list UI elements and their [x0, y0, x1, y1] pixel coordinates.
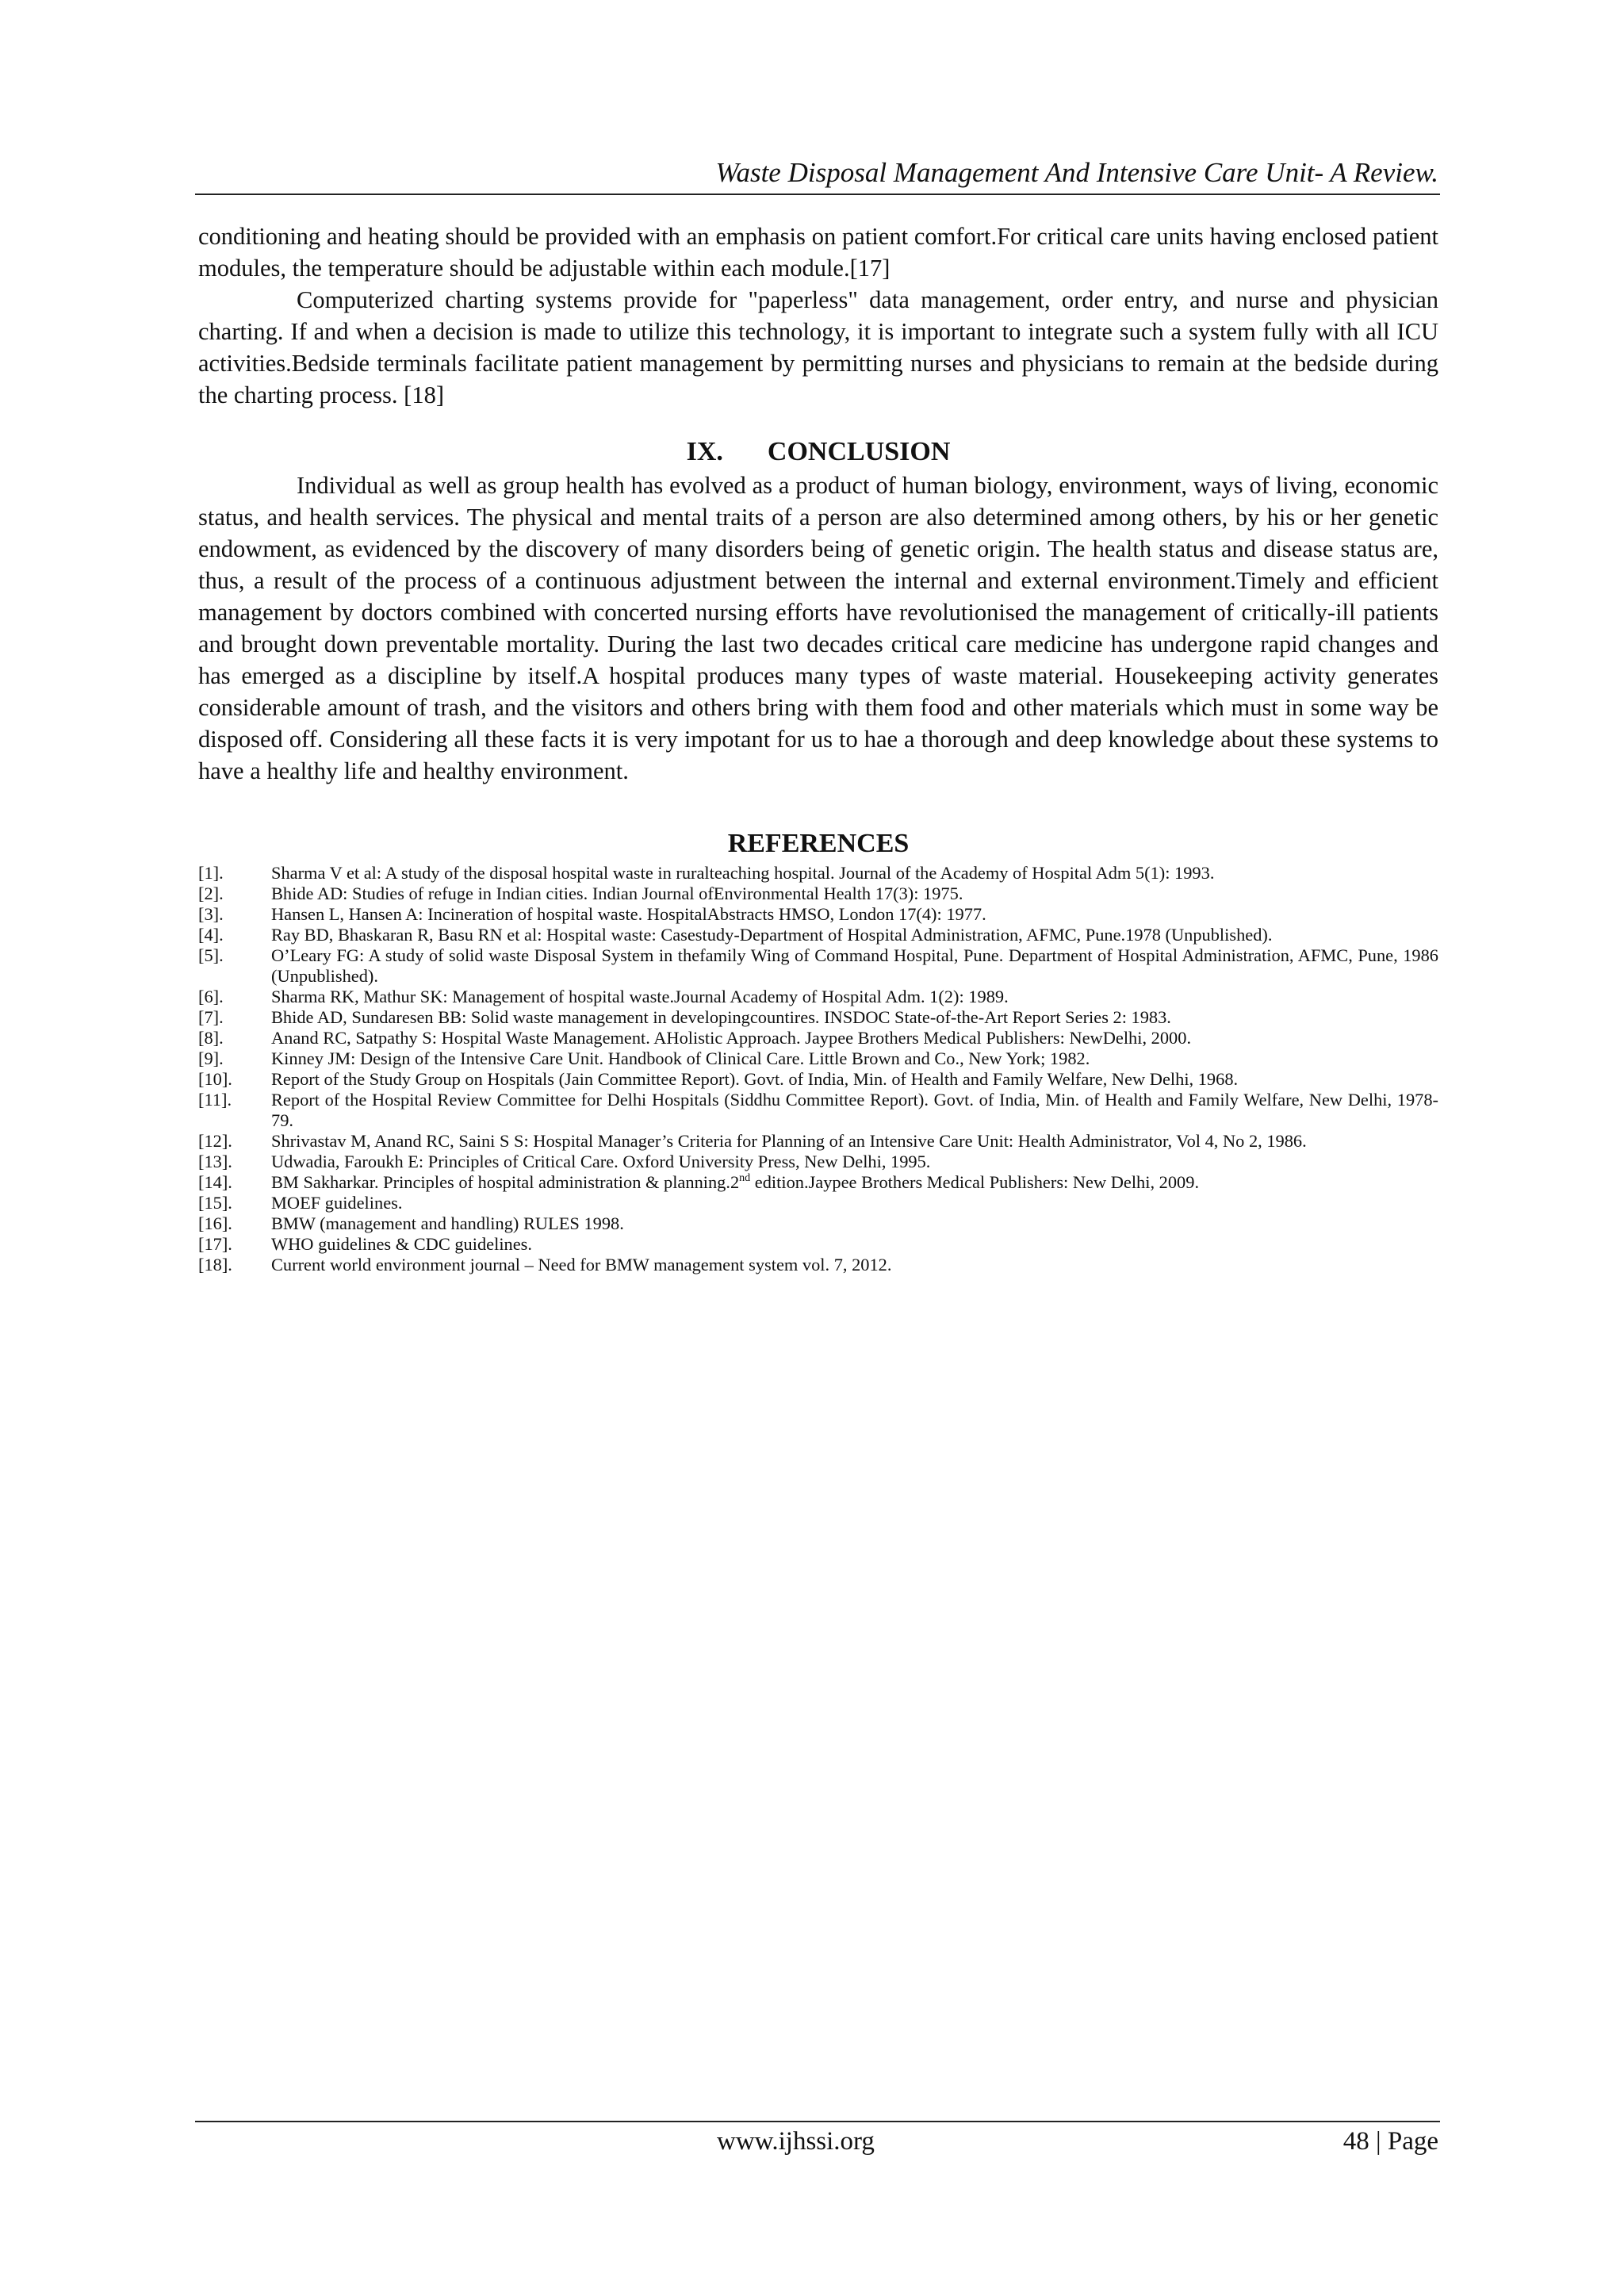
body-paragraph-1: conditioning and heating should be provided with an emphasis on patient comfort.For critical care units having enclosed patient modules, the temperature should be adjustable within each module.[17]: [198, 223, 1438, 282]
reference-text: [271, 1172, 1438, 1193]
footer-website-link[interactable]: www.ijhssi.org: [717, 2127, 875, 2156]
reference-item-10: [198, 1069, 1438, 1090]
reference-text: Anand RC, Satpathy S: Hospital Waste Management. AHolistic Approach. Jaypee Brothers Medical Publishers: NewDelhi, 2000.: [271, 1028, 1192, 1048]
reference-text: WHO guidelines & CDC guidelines.: [271, 1234, 532, 1254]
reference-item-11: [198, 1090, 1438, 1131]
page-number: 48 | Page: [1342, 2127, 1438, 2156]
reference-item-7: [198, 1007, 1438, 1028]
reference-item-6: [198, 987, 1438, 1007]
reference-list: [198, 863, 1438, 1275]
reference-text: Sharma RK, Mathur SK: Management of hospital waste.Journal Academy of Hospital Adm. 1(2): 1989.: [271, 987, 1009, 1006]
reference-number: [11].: [198, 1090, 232, 1110]
reference-item-2: [198, 884, 1438, 904]
reference-text: O’Leary FG: A study of solid waste Disposal System in thefamily Wing of Command Hospital, Pune. Department of Hospital Administration, AFMC, Pune, 1986 (Unpublished).: [271, 945, 1438, 986]
reference-item-18: [198, 1255, 1438, 1275]
reference-item-5: [198, 945, 1438, 987]
reference-item-3: [198, 904, 1438, 925]
reference-number: [17].: [198, 1234, 232, 1254]
reference-text: Ray BD, Bhaskaran R, Basu RN et al: Hospital waste: Casestudy-Department of Hospital Administration, AFMC, Pune.1978 (Unpublished).: [271, 925, 1273, 945]
reference-text: Hansen L, Hansen A: Incineration of hospital waste. HospitalAbstracts HMSO, London 17(4): 1977.: [271, 904, 986, 924]
reference-text: Udwadia, Faroukh E: Principles of Critical Care. Oxford University Press, New Delhi, 1995.: [271, 1152, 931, 1171]
main-content: [198, 220, 1438, 1275]
reference-number: [18].: [198, 1255, 232, 1274]
reference-item-16: [198, 1213, 1438, 1234]
section-number: IX.: [686, 437, 723, 466]
reference-text: Shrivastav M, Anand RC, Saini S S: Hospital Manager’s Criteria for Planning of an Intensive Care Unit: Health Administrator, Vol 4, No 2, 1986.: [271, 1131, 1307, 1151]
reference-number: [4].: [198, 925, 224, 945]
header-rule: [195, 194, 1440, 195]
reference-text: Bhide AD: Studies of refuge in Indian cities. Indian Journal ofEnvironmental Health 17(3): 1975.: [271, 884, 963, 903]
body-paragraph-2: Computerized charting systems provide for "paperless" data management, order entry, and nurse and physician charting. If and when a decision is made to utilize this technology, it is important to integrate such a system fully with all ICU activities.Bedside terminals facilitate patient management by permitting nurses and physicians to remain at the bedside during the charting process. [18]: [198, 286, 1438, 408]
reference-text-part: edition.Jaypee Brothers Medical Publishers: New Delhi, 2009.: [750, 1172, 1200, 1192]
reference-number: [16].: [198, 1213, 232, 1233]
conclusion-heading: [198, 435, 1438, 470]
reference-text: Sharma V et al: A study of the disposal hospital waste in ruralteaching hospital. Journal of the Academy of Hospital Adm 5(1): 1993.: [271, 863, 1215, 883]
reference-item-17: [198, 1234, 1438, 1255]
reference-text: Report of the Study Group on Hospitals (Jain Committee Report). Govt. of India, Min. of Health and Family Welfare, New Delhi, 1968.: [271, 1069, 1239, 1089]
reference-item-9: [198, 1048, 1438, 1069]
reference-text: Current world environment journal – Need for BMW management system vol. 7, 2012.: [271, 1255, 892, 1274]
reference-number: [3].: [198, 904, 224, 924]
reference-number: [8].: [198, 1028, 224, 1048]
conclusion-paragraph: Individual as well as group health has evolved as a product of human biology, environment, ways of living, economic status, and health services. The physical and mental traits of a person are also determined among others, by his or her genetic endowment, as evidenced by the discovery of many disorders being of genetic origin. The health status and disease status are, thus, a result of the process of a continuous adjustment between the internal and external environment.Timely and efficient management by doctors combined with concerted nursing efforts have revolutionised the management of critically-ill patients and brought down preventable mortality. During the last two decades critical care medicine has undergone rapid changes and has emerged as a discipline by itself.A hospital produces many types of waste material. Housekeeping activity generates considerable amount of trash, and the visitors and others bring with them food and other materials which must in some way be disposed off. Considering all these facts it is very impotant for us to hae a thorough and deep knowledge about these systems to have a healthy life and healthy environment.: [198, 472, 1438, 784]
running-header: Waste Disposal Management And Intensive Care Unit- A Review.: [715, 157, 1438, 188]
reference-text: Kinney JM: Design of the Intensive Care Unit. Handbook of Clinical Care. Little Brown and Co., New York; 1982.: [271, 1048, 1090, 1068]
reference-text-part: BM Sakharkar. Principles of hospital administration & planning.2: [271, 1172, 740, 1192]
footer-rule: [195, 2121, 1440, 2122]
reference-item-8: [198, 1028, 1438, 1048]
reference-number: [2].: [198, 884, 224, 903]
reference-number: [10].: [198, 1069, 232, 1089]
references-heading: REFERENCES: [727, 829, 910, 858]
reference-number: [9].: [198, 1048, 224, 1068]
reference-text: BMW (management and handling) RULES 1998.: [271, 1213, 624, 1233]
reference-text: Bhide AD, Sundaresen BB: Solid waste management in developingcountires. INSDOC State-of-the-Art Report Series 2: 1983.: [271, 1007, 1171, 1027]
reference-number: [6].: [198, 987, 224, 1006]
reference-item-14: [198, 1172, 1438, 1193]
reference-item-12: [198, 1131, 1438, 1152]
ordinal-superscript: nd: [739, 1172, 751, 1184]
reference-number: [1].: [198, 863, 224, 883]
section-title: CONCLUSION: [767, 437, 951, 466]
reference-number: [7].: [198, 1007, 224, 1027]
reference-text: Report of the Hospital Review Committee for Delhi Hospitals (Siddhu Committee Report). Govt. of India, Min. of Health and Family Welfare, New Delhi, 1978-79.: [271, 1090, 1438, 1130]
reference-number: [13].: [198, 1152, 232, 1171]
reference-number: [5].: [198, 945, 224, 965]
reference-number: [14].: [198, 1172, 232, 1192]
reference-item-15: [198, 1193, 1438, 1213]
reference-text: MOEF guidelines.: [271, 1193, 403, 1213]
reference-item-13: [198, 1152, 1438, 1172]
reference-number: [12].: [198, 1131, 232, 1151]
reference-item-4: [198, 925, 1438, 945]
reference-number: [15].: [198, 1193, 232, 1213]
reference-item-1: [198, 863, 1438, 884]
